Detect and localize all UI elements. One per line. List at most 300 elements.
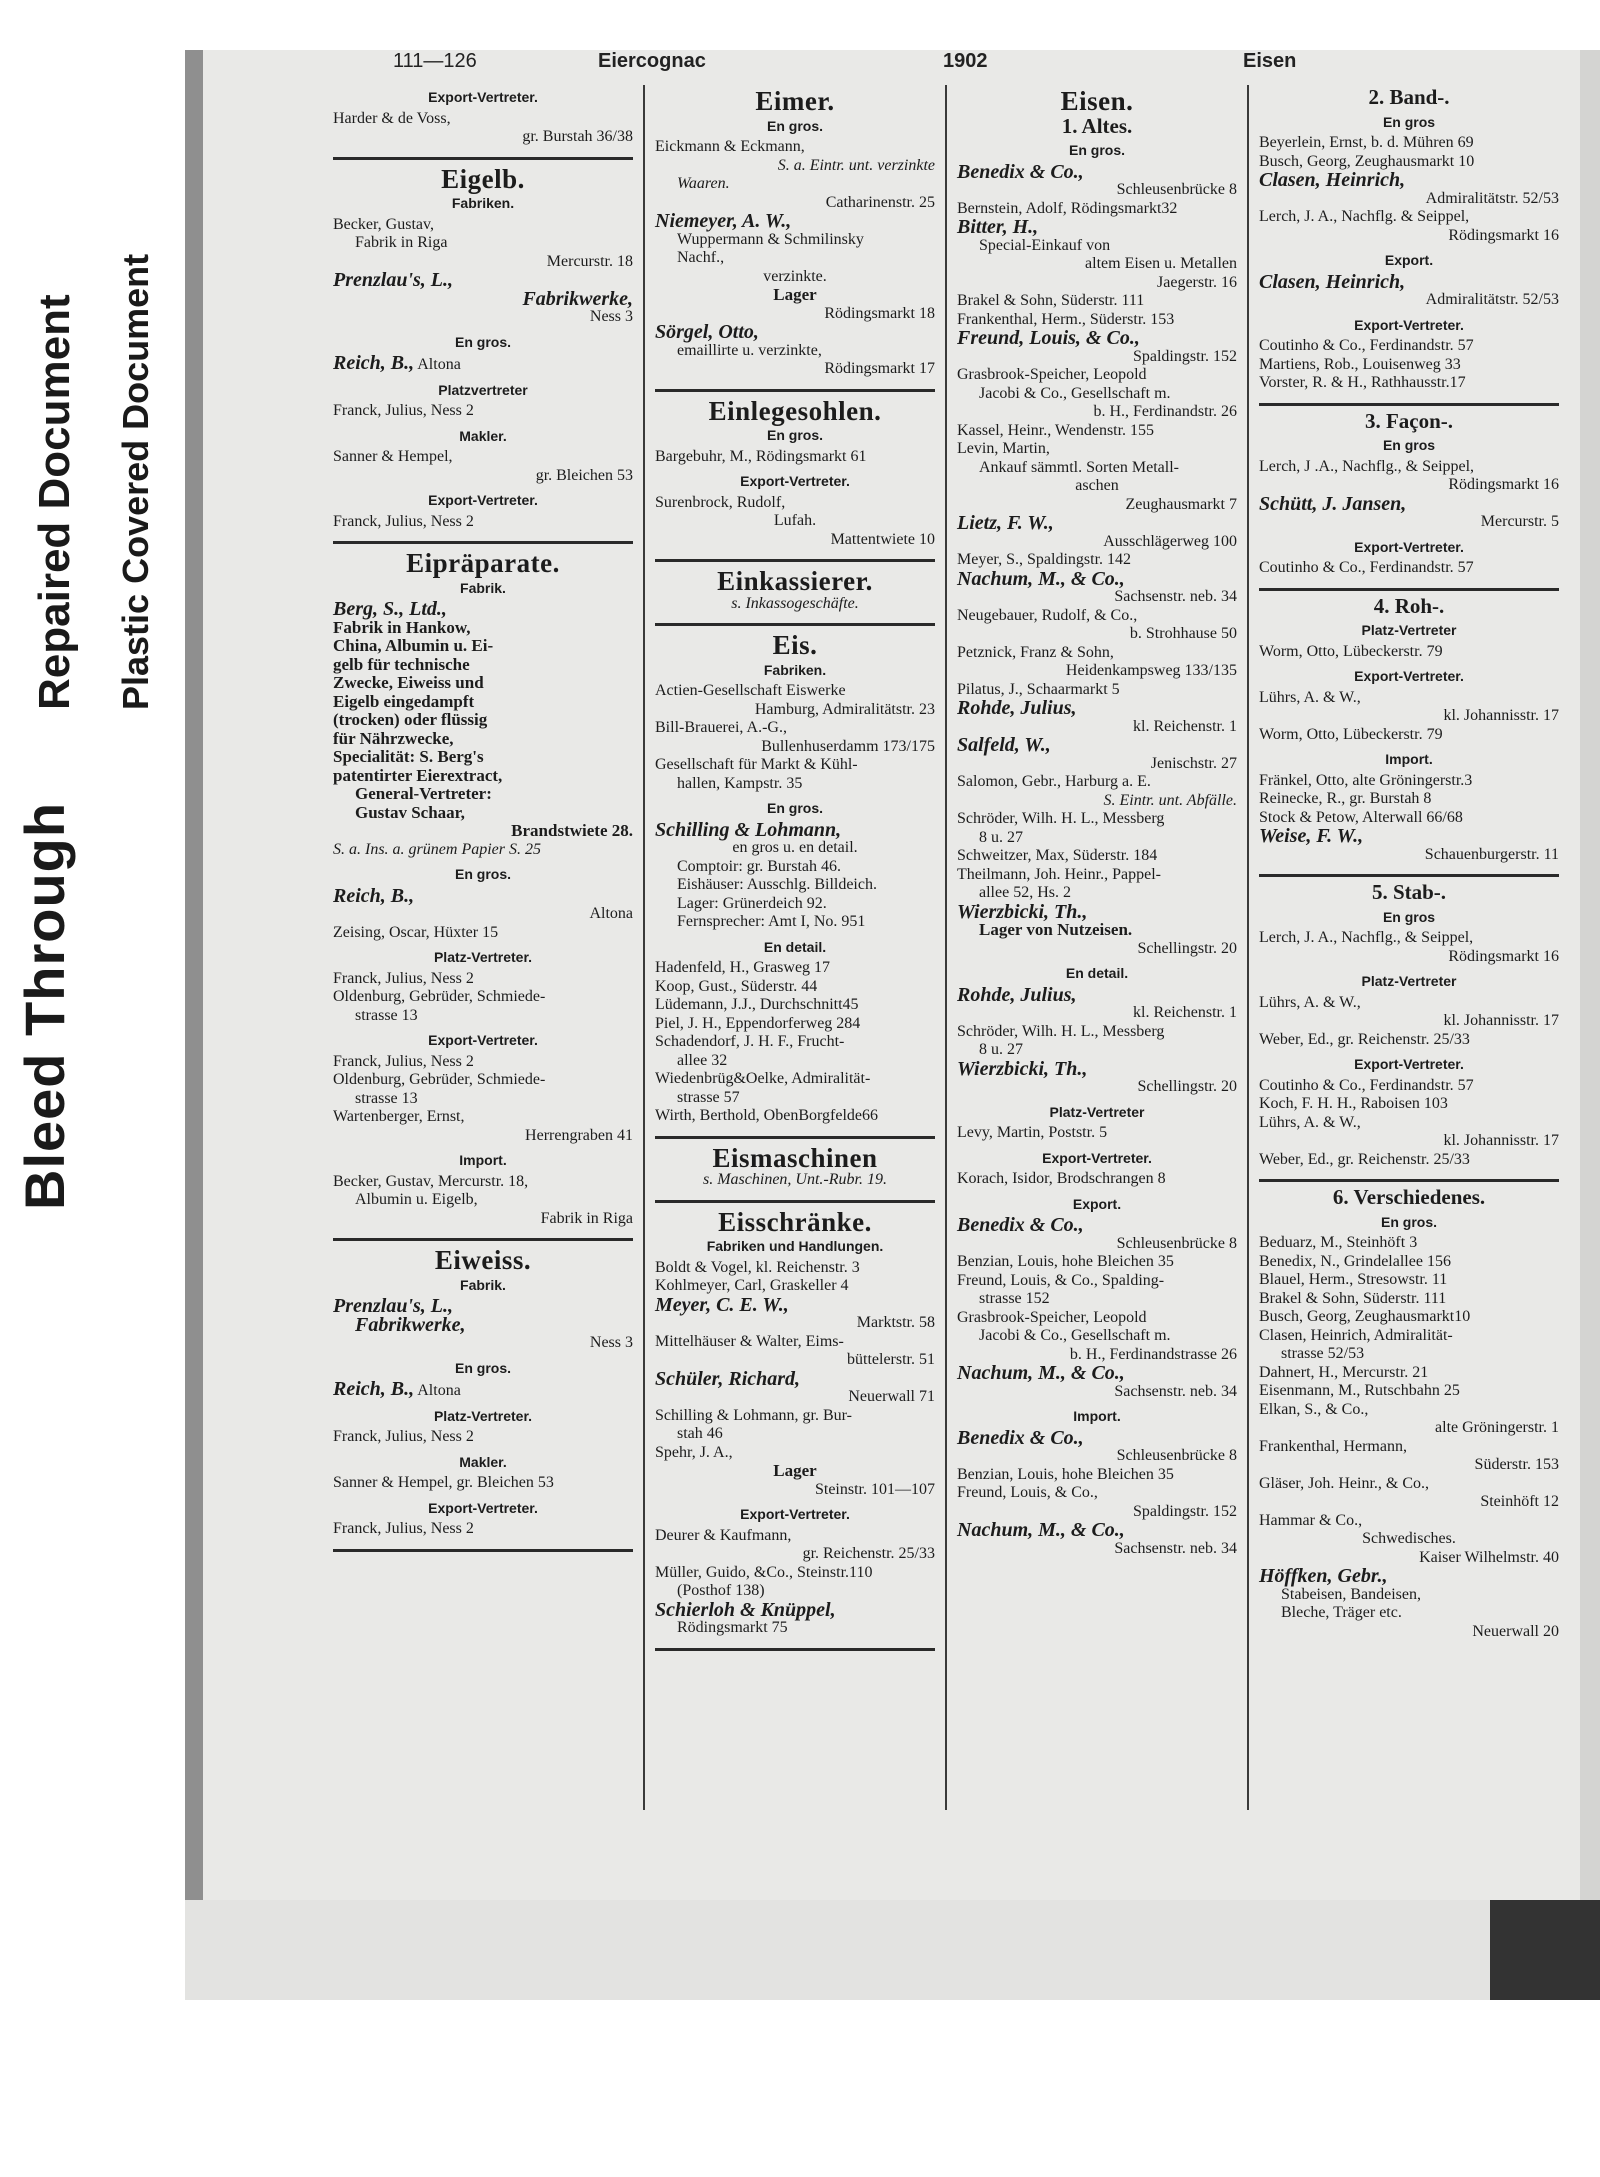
section-rule bbox=[333, 541, 633, 544]
entry-line: Lerch, J. A., Nachflg. & Seippel, bbox=[1259, 208, 1470, 225]
section-rule bbox=[333, 1549, 633, 1552]
entry-line: Fabrik in Hankow, bbox=[333, 617, 471, 637]
header-page-range: 111—126 bbox=[393, 50, 477, 72]
subheading: Makler. bbox=[459, 1453, 507, 1470]
section-rule bbox=[655, 559, 935, 562]
entry-line: Eishäuser: Ausschlg. Billdeich. bbox=[677, 876, 877, 893]
entry-line: Schilling & Lohmann, gr. Bur- bbox=[655, 1406, 852, 1424]
entry-line: Surenbrock, Rudolf, bbox=[655, 493, 786, 511]
section-title: Eipräparate. bbox=[406, 548, 560, 578]
subheading: Export-Vertreter. bbox=[1354, 668, 1464, 684]
entry-line: Sanner & Hempel, gr. Bleichen 53 bbox=[333, 1474, 554, 1491]
side-label-panel bbox=[0, 50, 185, 2000]
entry-line: Meyer, S., Spaldingstr. 142 bbox=[957, 551, 1132, 568]
entry-line: Schweitzer, Max, Süderstr. 184 bbox=[957, 847, 1158, 864]
header-left-word: Eiercognac bbox=[598, 50, 706, 72]
entry-bold: Prenzlau's, L., bbox=[333, 269, 454, 291]
entry-line: stah 46 bbox=[677, 1425, 723, 1442]
subheading: Export-Vertreter. bbox=[740, 473, 850, 489]
subsection-title: 6. Verschiedenes. bbox=[1332, 1185, 1486, 1209]
entry-line: Lührs, A. & W., bbox=[1259, 1113, 1361, 1131]
subheading: En gros bbox=[1382, 437, 1436, 453]
entry-bold: Fabrikwerke, bbox=[522, 287, 633, 310]
entry-line: strasse 152 bbox=[979, 1290, 1050, 1307]
section-title: Eisschränke. bbox=[718, 1206, 872, 1237]
entry-line: Franck, Julius, Ness 2 bbox=[333, 969, 474, 987]
entry-line: Spehr, J. A., bbox=[655, 1443, 733, 1461]
entry-line: Blauel, Herm., Stresowstr. 11 bbox=[1259, 1271, 1448, 1288]
subheading: Fabriken. bbox=[763, 661, 827, 678]
entry-line: Beduarz, M., Steinhöft 3 bbox=[1259, 1234, 1418, 1251]
entry-line: Freund, Louis, & Co., Spalding- bbox=[957, 1271, 1165, 1289]
entry-line: Heidenkampsweg 133/135 bbox=[1065, 662, 1237, 679]
subheading: En gros. bbox=[766, 427, 823, 443]
entry-line: Kassel, Heinr., Wendenstr. 155 bbox=[957, 421, 1155, 439]
entry-line: Wuppermann & Schmilinsky bbox=[677, 230, 864, 248]
entry-line: altem Eisen u. Metallen bbox=[1085, 255, 1237, 272]
entry-bold: Nachum, M., & Co., bbox=[957, 567, 1125, 590]
entry-line: Lührs, A. & W., bbox=[1259, 688, 1361, 706]
entry-line: patentirter Eierextract, bbox=[333, 765, 503, 785]
entry-line: Nachf., bbox=[677, 249, 725, 266]
entry-bold: Freund, Louis, & Co., bbox=[957, 327, 1140, 349]
label-repaired-document: Repaired Document bbox=[30, 294, 79, 710]
subheading: En gros bbox=[1382, 113, 1436, 130]
entry-line: Lerch, J .A., Nachflg., & Seippel, bbox=[1259, 457, 1475, 475]
entry-bold: Rohde, Julius, bbox=[957, 697, 1077, 719]
entry-line: Grasbrook-Speicher, Leopold bbox=[957, 1308, 1147, 1326]
column-rule-3 bbox=[1247, 85, 1249, 1810]
entry-line: Fabrik in Riga bbox=[355, 234, 448, 251]
entry-line: Ausschlägerweg 100 bbox=[1103, 532, 1237, 550]
entry-line: Busch, Georg, Zeughausmarkt10 bbox=[1259, 1308, 1471, 1325]
entry-line: Lager: Grünerdeich 92. bbox=[677, 894, 827, 912]
entry-line: Bargebuhr, M., Rödingsmarkt 61 bbox=[655, 447, 867, 465]
entry-bold: Wierzbicki, Th., bbox=[957, 900, 1088, 923]
subheading: Export-Vertreter. bbox=[428, 1032, 538, 1048]
section-title: Einlegesohlen. bbox=[708, 395, 882, 426]
subheading: Import. bbox=[1073, 1408, 1121, 1424]
entry-line: Jenischstr. 27 bbox=[1150, 754, 1237, 772]
entry-line: hallen, Kampstr. 35 bbox=[677, 774, 803, 792]
entry-line: Brandstwiete 28. bbox=[511, 821, 633, 840]
entry-line: Grasbrook-Speicher, Leopold bbox=[957, 366, 1147, 383]
entry-line: Sachsenstr. neb. 34 bbox=[1114, 1382, 1237, 1400]
entry-ref: s. Inkassogeschäfte. bbox=[731, 594, 859, 612]
subheading: En gros. bbox=[454, 1359, 511, 1376]
entry-bold: Reich, B., bbox=[333, 1378, 415, 1400]
entry-line: verzinkte. bbox=[763, 267, 827, 285]
entry-line: allee 52, Hs. 2 bbox=[979, 884, 1071, 901]
entry-line: Brakel & Sohn, Süderstr. 111 bbox=[957, 292, 1145, 309]
entry-line: Franck, Julius, Ness 2 bbox=[333, 1520, 474, 1537]
entry-line: Sachsenstr. neb. 34 bbox=[1114, 588, 1237, 605]
subheading: Platz-Vertreter. bbox=[433, 949, 533, 965]
entry-line: Lührs, A. & W., bbox=[1259, 993, 1361, 1011]
subheading: Platz-Vertreter bbox=[1049, 1103, 1145, 1120]
subsection-title: 2. Band-. bbox=[1368, 85, 1450, 109]
entry-bold: Nachum, M., & Co., bbox=[957, 1519, 1125, 1541]
entry-bold: Schilling & Lohmann, bbox=[655, 818, 842, 841]
column-1 bbox=[333, 82, 633, 1558]
entry-line: Beyerlein, Ernst, b. d. Mühren 69 bbox=[1259, 134, 1474, 151]
entry-bold: Nachum, M., & Co., bbox=[957, 1362, 1125, 1384]
entry-line: kl. Johannisstr. 17 bbox=[1443, 707, 1559, 724]
entry-line: Neugebauer, Rudolf, & Co., bbox=[957, 606, 1138, 624]
entry-ref: S. Eintr. unt. Abfälle. bbox=[1103, 791, 1237, 809]
entry-line: Neuerwall 71 bbox=[848, 1388, 935, 1405]
entry-line: strasse 13 bbox=[355, 1089, 418, 1107]
section-title: Eiweiss. bbox=[434, 1245, 532, 1275]
entry-line: gr. Bleichen 53 bbox=[535, 466, 633, 484]
entry-line: Zwecke, Eiweiss und bbox=[333, 673, 484, 692]
subheading: En gros. bbox=[766, 800, 823, 816]
entry-line: Rödingsmarkt 16 bbox=[1448, 947, 1559, 965]
entry-line: Pilatus, J., Schaarmarkt 5 bbox=[957, 680, 1120, 698]
entry-line: Schleusenbrücke 8 bbox=[1116, 181, 1237, 198]
entry-line: Eigelb eingedampft bbox=[333, 691, 475, 711]
entry-line: Admiralitätstr. 52/53 bbox=[1425, 291, 1559, 308]
entry-line: kl. Johannisstr. 17 bbox=[1443, 1012, 1559, 1029]
entry-line: Altona bbox=[417, 1382, 461, 1399]
header-year: 1902 bbox=[943, 50, 988, 72]
subsection-title: 3. Façon-. bbox=[1364, 408, 1454, 433]
entry-line: Hamburg, Admiralitätstr. 23 bbox=[754, 700, 935, 718]
section-rule bbox=[655, 1200, 935, 1203]
entry-line: Hammar & Co., bbox=[1259, 1511, 1363, 1529]
subheading: Makler. bbox=[459, 427, 507, 444]
entry-line: Franck, Julius, Ness 2 bbox=[333, 1428, 474, 1445]
entry-line: Fernsprecher: Amt I, No. 951 bbox=[677, 913, 866, 930]
entry-line: Benedix, N., Grindelallee 156 bbox=[1259, 1252, 1451, 1270]
entry-line: Neuerwall 20 bbox=[1472, 1622, 1559, 1640]
subheading: Export-Vertreter. bbox=[1354, 538, 1464, 555]
entry-line: Oldenburg, Gebrüder, Schmiede- bbox=[333, 1071, 546, 1088]
subheading: Export-Vertreter. bbox=[428, 492, 538, 508]
entry-line: Lager von Nutzeisen. bbox=[979, 920, 1133, 939]
section-title: Eigelb. bbox=[441, 163, 525, 194]
entry-line: Busch, Georg, Zeughausmarkt 10 bbox=[1259, 152, 1475, 170]
entry-line: Actien-Gesellschaft Eiswerke bbox=[655, 682, 846, 699]
subheading: Platz-Vertreter bbox=[1361, 973, 1457, 989]
entry-line: Mittelhäuser & Walter, Eims- bbox=[655, 1332, 844, 1350]
entry-line: Benzian, Louis, hohe Bleichen 35 bbox=[957, 1253, 1174, 1270]
entry-line: Lager bbox=[773, 285, 817, 304]
entry-bold: Meyer, C. E. W., bbox=[655, 1293, 789, 1316]
entry-line: Herrengraben 41 bbox=[525, 1126, 633, 1144]
entry-line: Piel, J. H., Eppendorferweg 284 bbox=[655, 1014, 861, 1032]
subheading: Export-Vertreter. bbox=[1042, 1149, 1152, 1166]
entry-line: 8 u. 27 bbox=[979, 828, 1023, 846]
entry-line: Rödingsmarkt 75 bbox=[677, 1619, 788, 1636]
section-rule bbox=[655, 1136, 935, 1139]
entry-line: büttelerstr. 51 bbox=[847, 1351, 935, 1368]
entry-line: Gläser, Joh. Heinr., & Co., bbox=[1259, 1474, 1430, 1492]
section-title: Einkassierer. bbox=[717, 566, 873, 596]
entry-line: Schellingstr. 20 bbox=[1137, 939, 1237, 957]
entry-line: Bullenhuserdamm 173/175 bbox=[761, 737, 935, 755]
entry-line: Coutinho & Co., Ferdinandstr. 57 bbox=[1259, 559, 1474, 576]
entry-line: Schröder, Wilh. H. L., Messberg bbox=[957, 810, 1165, 827]
entry-line: b. H., Ferdinandstr. 26 bbox=[1093, 403, 1237, 420]
label-bleed-through: Bleed Through bbox=[13, 801, 76, 1210]
section-rule bbox=[655, 1648, 935, 1651]
entry-line: Sanner & Hempel, bbox=[333, 448, 453, 465]
entry-line: Rödingsmarkt 16 bbox=[1448, 476, 1559, 493]
page-edge bbox=[185, 50, 203, 2000]
entry-line: Sachsenstr. neb. 34 bbox=[1114, 1539, 1237, 1557]
entry-line: Coutinho & Co., Ferdinandstr. 57 bbox=[1259, 337, 1474, 354]
section-title: Eisen. bbox=[1060, 86, 1134, 116]
entry-ref: Waaren. bbox=[677, 175, 730, 192]
entry-line: Hadenfeld, H., Grasweg 17 bbox=[655, 959, 831, 976]
entry-line: Steinhöft 12 bbox=[1480, 1493, 1559, 1510]
subheading: Export. bbox=[1384, 252, 1434, 268]
subheading: Export-Vertreter. bbox=[428, 1499, 538, 1516]
entry-line: Schadendorf, J. H. F., Frucht- bbox=[655, 1033, 845, 1050]
entry-line: Kohlmeyer, Carl, Graskeller 4 bbox=[655, 1277, 849, 1294]
entry-line: strasse 57 bbox=[677, 1088, 740, 1106]
entry-line: Wartenberger, Ernst, bbox=[333, 1108, 465, 1125]
subheading: Export. bbox=[1072, 1195, 1122, 1212]
entry-line: Rödingsmarkt 17 bbox=[824, 360, 935, 377]
page-right-edge bbox=[1580, 50, 1600, 1900]
entry-ref: s. Maschinen, Unt.-Rubr. 19. bbox=[703, 1171, 887, 1188]
entry-line: Spaldingstr. 152 bbox=[1132, 347, 1237, 365]
entry-line: Jacobi & Co., Gesellschaft m. bbox=[979, 384, 1171, 402]
entry-line: Worm, Otto, Lübeckerstr. 79 bbox=[1259, 725, 1443, 743]
entry-bold: Weise, F. W., bbox=[1259, 825, 1364, 847]
entry-line: für Nährzwecke, bbox=[333, 728, 454, 748]
entry-line: Franck, Julius, Ness 2 bbox=[333, 402, 474, 419]
subheading: Export-Vertreter. bbox=[1354, 1056, 1464, 1072]
section-rule bbox=[655, 389, 935, 392]
subheading: Platz-Vertreter bbox=[1361, 622, 1457, 638]
entry-line: Schauenburgerstr. 11 bbox=[1424, 845, 1559, 863]
entry-line: Frankenthal, Hermann, bbox=[1259, 1437, 1407, 1455]
subheading: En gros. bbox=[766, 117, 823, 134]
section-rule bbox=[655, 623, 935, 626]
entry-line: Mercurstr. 5 bbox=[1480, 513, 1559, 530]
entry-line: Brakel & Sohn, Süderstr. 111 bbox=[1259, 1289, 1447, 1307]
entry-line: b. Strohhause 50 bbox=[1129, 625, 1237, 642]
entry-line: kl. Reichenstr. 1 bbox=[1133, 717, 1237, 735]
entry-line: Stock & Petow, Alterwall 66/68 bbox=[1259, 808, 1463, 826]
entry-line: Marktstr. 58 bbox=[856, 1314, 935, 1331]
entry-line: Elkan, S., & Co., bbox=[1259, 1400, 1369, 1418]
column-rule-2 bbox=[945, 85, 947, 1810]
entry-line: Becker, Gustav, Mercurstr. 18, bbox=[333, 1172, 529, 1190]
entry-line: Becker, Gustav, bbox=[333, 215, 434, 233]
entry-line: China, Albumin u. Ei- bbox=[333, 636, 494, 655]
entry-bold: Rohde, Julius, bbox=[957, 983, 1077, 1006]
section-title: Eismaschinen bbox=[712, 1142, 878, 1173]
entry-line: Schwedisches. bbox=[1362, 1530, 1456, 1547]
subheading: Fabrik. bbox=[460, 1276, 506, 1293]
entry-line: b. H., Ferdinandstrasse 26 bbox=[1069, 1345, 1237, 1363]
subheading: Import. bbox=[459, 1152, 507, 1168]
entry-line: kl. Reichenstr. 1 bbox=[1133, 1004, 1237, 1021]
entry-line: Rödingsmarkt 18 bbox=[824, 304, 935, 322]
entry-line: Reinecke, R., gr. Burstah 8 bbox=[1259, 790, 1432, 807]
entry-line: Rödingsmarkt 16 bbox=[1448, 226, 1559, 244]
entry-line: Specialität: S. Berg's bbox=[333, 747, 484, 766]
entry-bold: Benedix & Co., bbox=[957, 160, 1084, 183]
entry-line: strasse 13 bbox=[355, 1006, 418, 1024]
entry-line: Weber, Ed., gr. Reichenstr. 25/33 bbox=[1259, 1030, 1470, 1048]
entry-line: Fabrik in Riga bbox=[540, 1209, 633, 1227]
entry-ref: S. a. Eintr. unt. verzinkte bbox=[777, 156, 935, 174]
section-rule bbox=[1259, 403, 1559, 406]
subheading: En detail. bbox=[1065, 965, 1129, 981]
entry-line: Coutinho & Co., Ferdinandstr. 57 bbox=[1259, 1076, 1474, 1094]
entry-line: Müller, Guido, &Co., Steinstr.110 bbox=[655, 1563, 873, 1581]
entry-line: Schröder, Wilh. H. L., Messberg bbox=[957, 1022, 1165, 1040]
page-bottom-strip bbox=[185, 1900, 1600, 2000]
subheading: Export-Vertreter. bbox=[740, 1506, 850, 1522]
entry-line: alte Gröningerstr. 1 bbox=[1435, 1419, 1559, 1436]
entry-line: allee 32 bbox=[677, 1051, 728, 1069]
subheading: En gros. bbox=[454, 333, 511, 350]
entry-line: Bill-Brauerei, A.-G., bbox=[655, 719, 787, 736]
entry-bold: Bitter, H., bbox=[957, 216, 1039, 238]
entry-bold: Schüler, Richard, bbox=[655, 1367, 801, 1390]
entry-line: Stabeisen, Bandeisen, bbox=[1281, 1585, 1421, 1603]
subheading: En gros. bbox=[454, 866, 511, 882]
subheading: Import. bbox=[1385, 751, 1433, 767]
entry-ref: S. a. Ins. a. grünem Papier S. 25 bbox=[333, 840, 541, 858]
entry-line: Ness 3 bbox=[589, 1334, 633, 1351]
entry-line: Salomon, Gebr., Harburg a. E. bbox=[957, 773, 1151, 790]
entry-line: Wirth, Berthold, ObenBorgfelde66 bbox=[655, 1107, 879, 1124]
entry-bold: Berg, S., Ltd., bbox=[333, 598, 447, 620]
entry-line: Franck, Julius, Ness 2 bbox=[333, 1052, 474, 1070]
entry-line: Ness 3 bbox=[589, 308, 633, 325]
entry-line: Weber, Ed., gr. Reichenstr. 25/33 bbox=[1259, 1150, 1470, 1168]
subheading: Fabrik. bbox=[460, 579, 506, 596]
entry-line: (Posthof 138) bbox=[677, 1582, 765, 1599]
entry-line: en gros u. en detail. bbox=[732, 839, 858, 856]
subsection-title: 4. Roh-. bbox=[1373, 593, 1445, 618]
entry-line: Schleusenbrücke 8 bbox=[1116, 1447, 1237, 1464]
entry-line: gr. Burstah 36/38 bbox=[522, 128, 633, 145]
entry-bold: Schütt, J. Jansen, bbox=[1259, 492, 1407, 515]
entry-line: Special-Einkauf von bbox=[979, 236, 1111, 254]
entry-line: Eickmann & Eckmann, bbox=[655, 138, 805, 155]
entry-line: Ankauf sämmtl. Sorten Metall- bbox=[979, 458, 1179, 476]
entry-line: Bernstein, Adolf, Rödingsmarkt32 bbox=[957, 199, 1178, 217]
column-4 bbox=[1259, 82, 1559, 1641]
section-rule bbox=[1259, 1179, 1559, 1182]
subsection-title: 1. Altes. bbox=[1061, 113, 1133, 138]
entry-line: Kaiser Wilhelmstr. 40 bbox=[1419, 1548, 1559, 1566]
entry-bold: Benedix & Co., bbox=[957, 1426, 1084, 1449]
entry-bold: Clasen, Heinrich, bbox=[1259, 169, 1406, 191]
entry-line: Fränkel, Otto, alte Gröningerstr.3 bbox=[1259, 771, 1473, 789]
entry-line: Frankenthal, Herm., Süderstr. 153 bbox=[957, 310, 1175, 328]
column-rule-1 bbox=[643, 85, 645, 1810]
section-title: Eis. bbox=[772, 630, 818, 660]
header-right-word: Eisen bbox=[1243, 50, 1297, 72]
subheading: Platzvertreter bbox=[438, 381, 528, 398]
subheading: En gros. bbox=[1380, 1213, 1437, 1230]
entry-line: Clasen, Heinrich, Admiralität- bbox=[1259, 1326, 1453, 1344]
entry-line: Catharinenstr. 25 bbox=[825, 193, 935, 211]
entry-line: Admiralitätstr. 52/53 bbox=[1425, 189, 1559, 207]
section-rule bbox=[1259, 588, 1559, 591]
page-bottom-shadow bbox=[1490, 1900, 1600, 2000]
entry-line: strasse 52/53 bbox=[1281, 1345, 1365, 1362]
entry-line: Eisenmann, M., Rutschbahn 25 bbox=[1259, 1382, 1460, 1399]
section-rule bbox=[1259, 874, 1559, 877]
page-paper bbox=[203, 50, 1600, 1900]
entry-line: Koop, Gust., Süderstr. 44 bbox=[655, 977, 818, 995]
entry-bold: Höffken, Gebr., bbox=[1259, 1565, 1388, 1587]
subheading: En gros. bbox=[1068, 142, 1125, 158]
entry-line: Bleche, Träger etc. bbox=[1281, 1604, 1402, 1621]
section-rule bbox=[333, 157, 633, 160]
entry-line: Worm, Otto, Lübeckerstr. 79 bbox=[1259, 642, 1443, 660]
entry-line: Harder & de Voss, bbox=[333, 109, 451, 127]
subheading: En detail. bbox=[763, 938, 827, 955]
entry-bold: Benedix & Co., bbox=[957, 1214, 1084, 1236]
entry-line: Gustav Schaar, bbox=[355, 802, 465, 822]
entry-line: Martiens, Rob., Louisenweg 33 bbox=[1259, 355, 1461, 373]
entry-line: gr. Reichenstr. 25/33 bbox=[802, 1545, 935, 1562]
entry-bold: Prenzlau's, L., bbox=[333, 1295, 454, 1317]
entry-line: emaillirte u. verzinkte, bbox=[677, 341, 822, 359]
entry-line: Altona bbox=[589, 905, 633, 922]
entry-line: aschen bbox=[1075, 477, 1119, 494]
entry-line: Altona bbox=[417, 356, 461, 373]
entry-line: Lufah. bbox=[773, 512, 817, 529]
entry-line: kl. Johannisstr. 17 bbox=[1443, 1132, 1559, 1149]
entry-bold: Reich, B., bbox=[333, 884, 415, 907]
label-plastic-covered: Plastic Covered Document bbox=[115, 253, 156, 710]
entry-line: 8 u. 27 bbox=[979, 1041, 1023, 1058]
entry-line: Süderstr. 153 bbox=[1474, 1456, 1559, 1473]
entry-line: Gesellschaft für Markt & Kühl- bbox=[655, 756, 858, 773]
entry-line: Albumin u. Eigelb, bbox=[355, 1191, 478, 1208]
entry-line: Schleusenbrücke 8 bbox=[1116, 1234, 1237, 1252]
entry-line: Theilmann, Joh. Heinr., Pappel- bbox=[957, 865, 1161, 883]
entry-line: Comptoir: gr. Burstah 46. bbox=[677, 857, 841, 875]
entry-line: Oldenburg, Gebrüder, Schmiede- bbox=[333, 988, 546, 1005]
entry-bold: Niemeyer, A. W., bbox=[655, 210, 792, 232]
subheading: Export-Vertreter. bbox=[428, 89, 538, 105]
entry-bold: Salfeld, W., bbox=[957, 734, 1051, 756]
entry-line: Lager bbox=[773, 1461, 817, 1480]
subsection-title: 5. Stab-. bbox=[1371, 880, 1447, 904]
entry-line: Dahnert, H., Mercurstr. 21 bbox=[1259, 1363, 1429, 1381]
column-2 bbox=[655, 82, 935, 1657]
entry-line: gelb für technische bbox=[333, 654, 470, 674]
entry-line: Benzian, Louis, hohe Bleichen 35 bbox=[957, 1465, 1174, 1483]
entry-line: (trocken) oder flüssig bbox=[333, 710, 488, 729]
entry-line: Korach, Isidor, Brodschrangen 8 bbox=[957, 1170, 1166, 1187]
entry-line: Schellingstr. 20 bbox=[1137, 1078, 1237, 1095]
entry-line: Franck, Julius, Ness 2 bbox=[333, 512, 474, 530]
entry-line: Spaldingstr. 152 bbox=[1132, 1502, 1237, 1520]
entry-line: Lüdemann, J.J., Durchschnitt45 bbox=[655, 996, 859, 1013]
entry-line: Jacobi & Co., Gesellschaft m. bbox=[979, 1327, 1171, 1344]
subheading: Export-Vertreter. bbox=[1354, 316, 1464, 333]
entry-line: Deurer & Kaufmann, bbox=[655, 1526, 792, 1544]
entry-bold: Wierzbicki, Th., bbox=[957, 1057, 1088, 1080]
entry-bold: Reich, B., bbox=[333, 352, 415, 374]
entry-line: Lerch, J. A., Nachflg., & Seippel, bbox=[1259, 929, 1474, 946]
subheading: En gros bbox=[1382, 908, 1436, 925]
